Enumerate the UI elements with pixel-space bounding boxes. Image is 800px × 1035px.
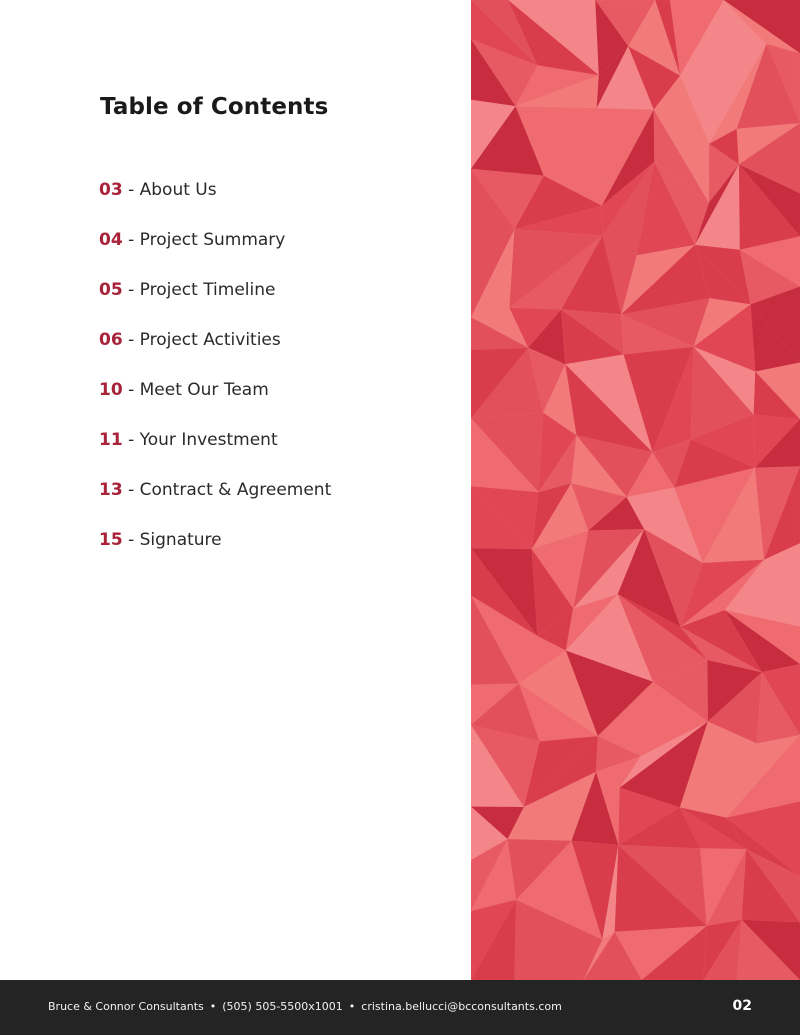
toc-page-number: 03 — [99, 180, 123, 200]
low-poly-background — [471, 0, 800, 980]
toc-label: Signature — [139, 530, 222, 550]
toc-item[interactable] — [99, 328, 331, 378]
footer-contact-info — [48, 1000, 562, 1013]
toc-list — [99, 178, 331, 578]
toc-item[interactable] — [99, 528, 331, 578]
toc-separator: - — [122, 430, 140, 450]
toc-label: Project Summary — [139, 230, 286, 250]
toc-separator: - — [122, 530, 140, 550]
toc-label: Meet Our Team — [139, 380, 269, 400]
footer-bullet: • — [209, 1000, 217, 1013]
toc-page-number: 04 — [99, 230, 123, 250]
toc-item[interactable] — [99, 178, 331, 228]
page-number: 02 — [732, 998, 752, 1014]
toc-label: Project Activities — [139, 330, 281, 350]
toc-page-number: 06 — [99, 330, 123, 350]
footer-company: Bruce & Connor Consultants — [48, 1000, 204, 1013]
toc-item[interactable] — [99, 378, 331, 428]
toc-page-number: 05 — [99, 280, 123, 300]
toc-label: Contract & Agreement — [139, 480, 332, 500]
toc-separator: - — [122, 280, 140, 300]
page-title: Table of Contents — [100, 94, 329, 120]
toc-separator: - — [122, 380, 140, 400]
toc-item[interactable] — [99, 428, 331, 478]
toc-label: Your Investment — [139, 430, 278, 450]
toc-page-number: 11 — [99, 430, 123, 450]
toc-separator: - — [122, 230, 140, 250]
polygon-pattern-image — [471, 0, 800, 980]
footer-email: cristina.bellucci@bcconsultants.com — [361, 1000, 562, 1013]
toc-separator: - — [122, 330, 140, 350]
toc-label: About Us — [139, 180, 217, 200]
toc-label: Project Timeline — [139, 280, 276, 300]
toc-separator: - — [122, 180, 140, 200]
toc-page-number: 10 — [99, 380, 123, 400]
toc-item[interactable] — [99, 278, 331, 328]
footer-phone: (505) 505-5500x1001 — [222, 1000, 343, 1013]
footer-bar — [0, 980, 800, 1035]
toc-page-number: 15 — [99, 530, 123, 550]
toc-page-number: 13 — [99, 480, 123, 500]
toc-item[interactable] — [99, 478, 331, 528]
toc-separator: - — [122, 480, 140, 500]
footer-bullet: • — [348, 1000, 356, 1013]
toc-item[interactable] — [99, 228, 331, 278]
